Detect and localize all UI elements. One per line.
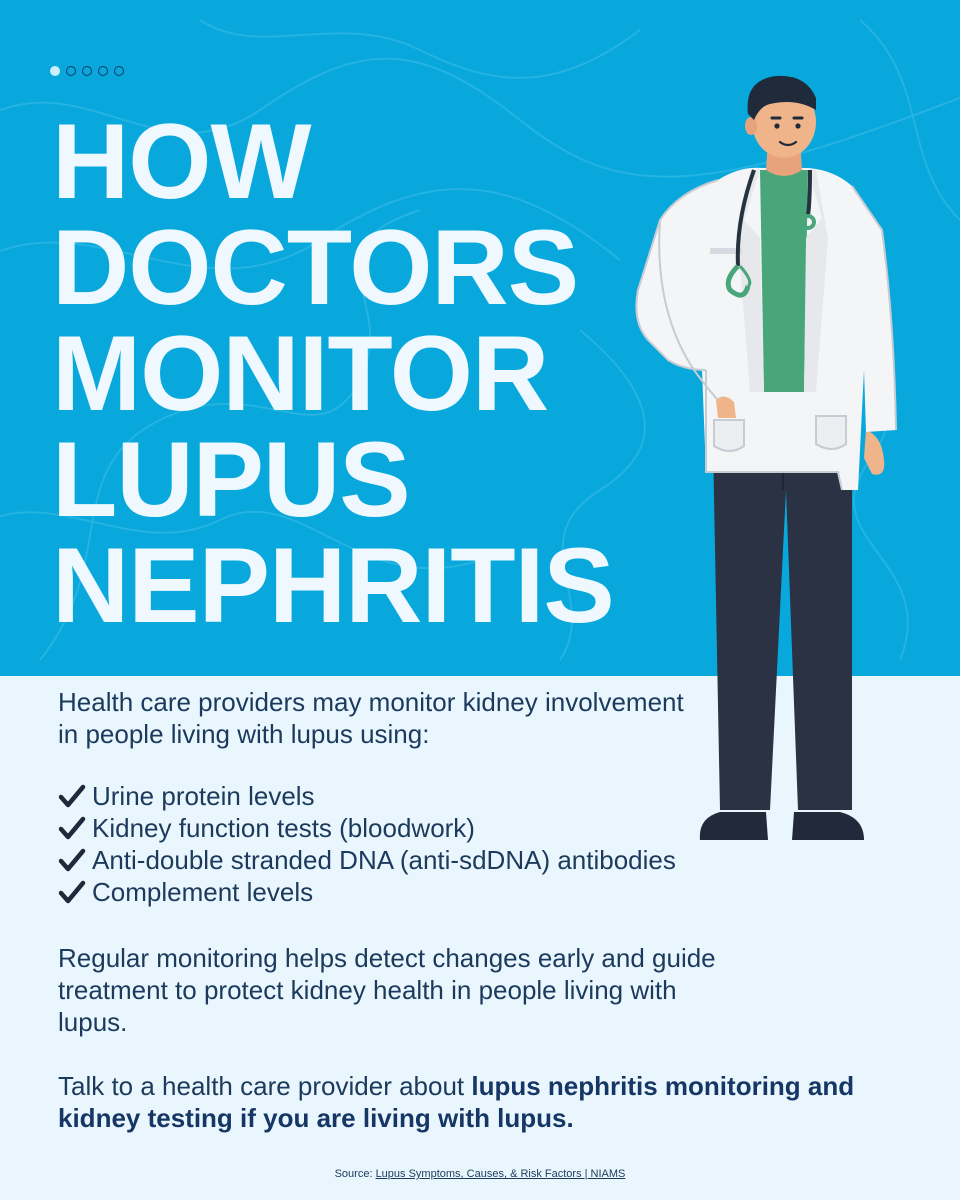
title-line: HOW <box>52 101 311 221</box>
content-body <box>58 686 855 1134</box>
source-citation <box>0 1168 960 1180</box>
source-label: Source: <box>334 1168 376 1180</box>
cta-lead: Talk to a health care provider about <box>58 1071 472 1101</box>
checkmark-icon <box>58 879 86 905</box>
list-item-label: Complement levels <box>92 877 314 907</box>
list-item <box>58 780 758 812</box>
title-line: LUPUS <box>52 419 410 539</box>
checkmark-icon <box>58 815 86 841</box>
list-item-label: Anti-double stranded DNA (anti-sdDNA) antibodies <box>92 845 676 875</box>
monitoring-checklist <box>58 780 758 908</box>
title-line: MONITOR <box>52 313 549 433</box>
call-to-action <box>58 1070 918 1134</box>
list-item-label: Kidney function tests (bloodwork) <box>92 813 475 843</box>
checkmark-icon <box>58 783 86 809</box>
source-link[interactable]: Lupus Symptoms, Causes, & Risk Factors | NIAMS <box>375 1168 626 1180</box>
list-item <box>58 844 758 876</box>
carousel-dot <box>98 66 108 76</box>
title-line: DOCTORS <box>52 207 579 327</box>
list-item-label: Urine protein levels <box>92 781 315 811</box>
intro-text: Health care providers may monitor kidney involvement in people living with lupus using: <box>58 687 684 749</box>
carousel-indicator <box>50 66 124 76</box>
carousel-dot <box>114 66 124 76</box>
monitoring-paragraph: Regular monitoring helps detect changes early and guide treatment to protect kidney health in people living with lupus. <box>58 943 716 1037</box>
carousel-dot <box>82 66 92 76</box>
checkmark-icon <box>58 847 86 873</box>
carousel-dot-active <box>50 66 60 76</box>
cta-bold: lupus nephritis monitoring and kidney testing if you are living with lupus. <box>58 1071 855 1133</box>
list-item <box>58 876 758 908</box>
carousel-dot <box>66 66 76 76</box>
page-title <box>52 101 614 645</box>
list-item <box>58 812 758 844</box>
title-line: NEPHRITIS <box>52 525 614 645</box>
